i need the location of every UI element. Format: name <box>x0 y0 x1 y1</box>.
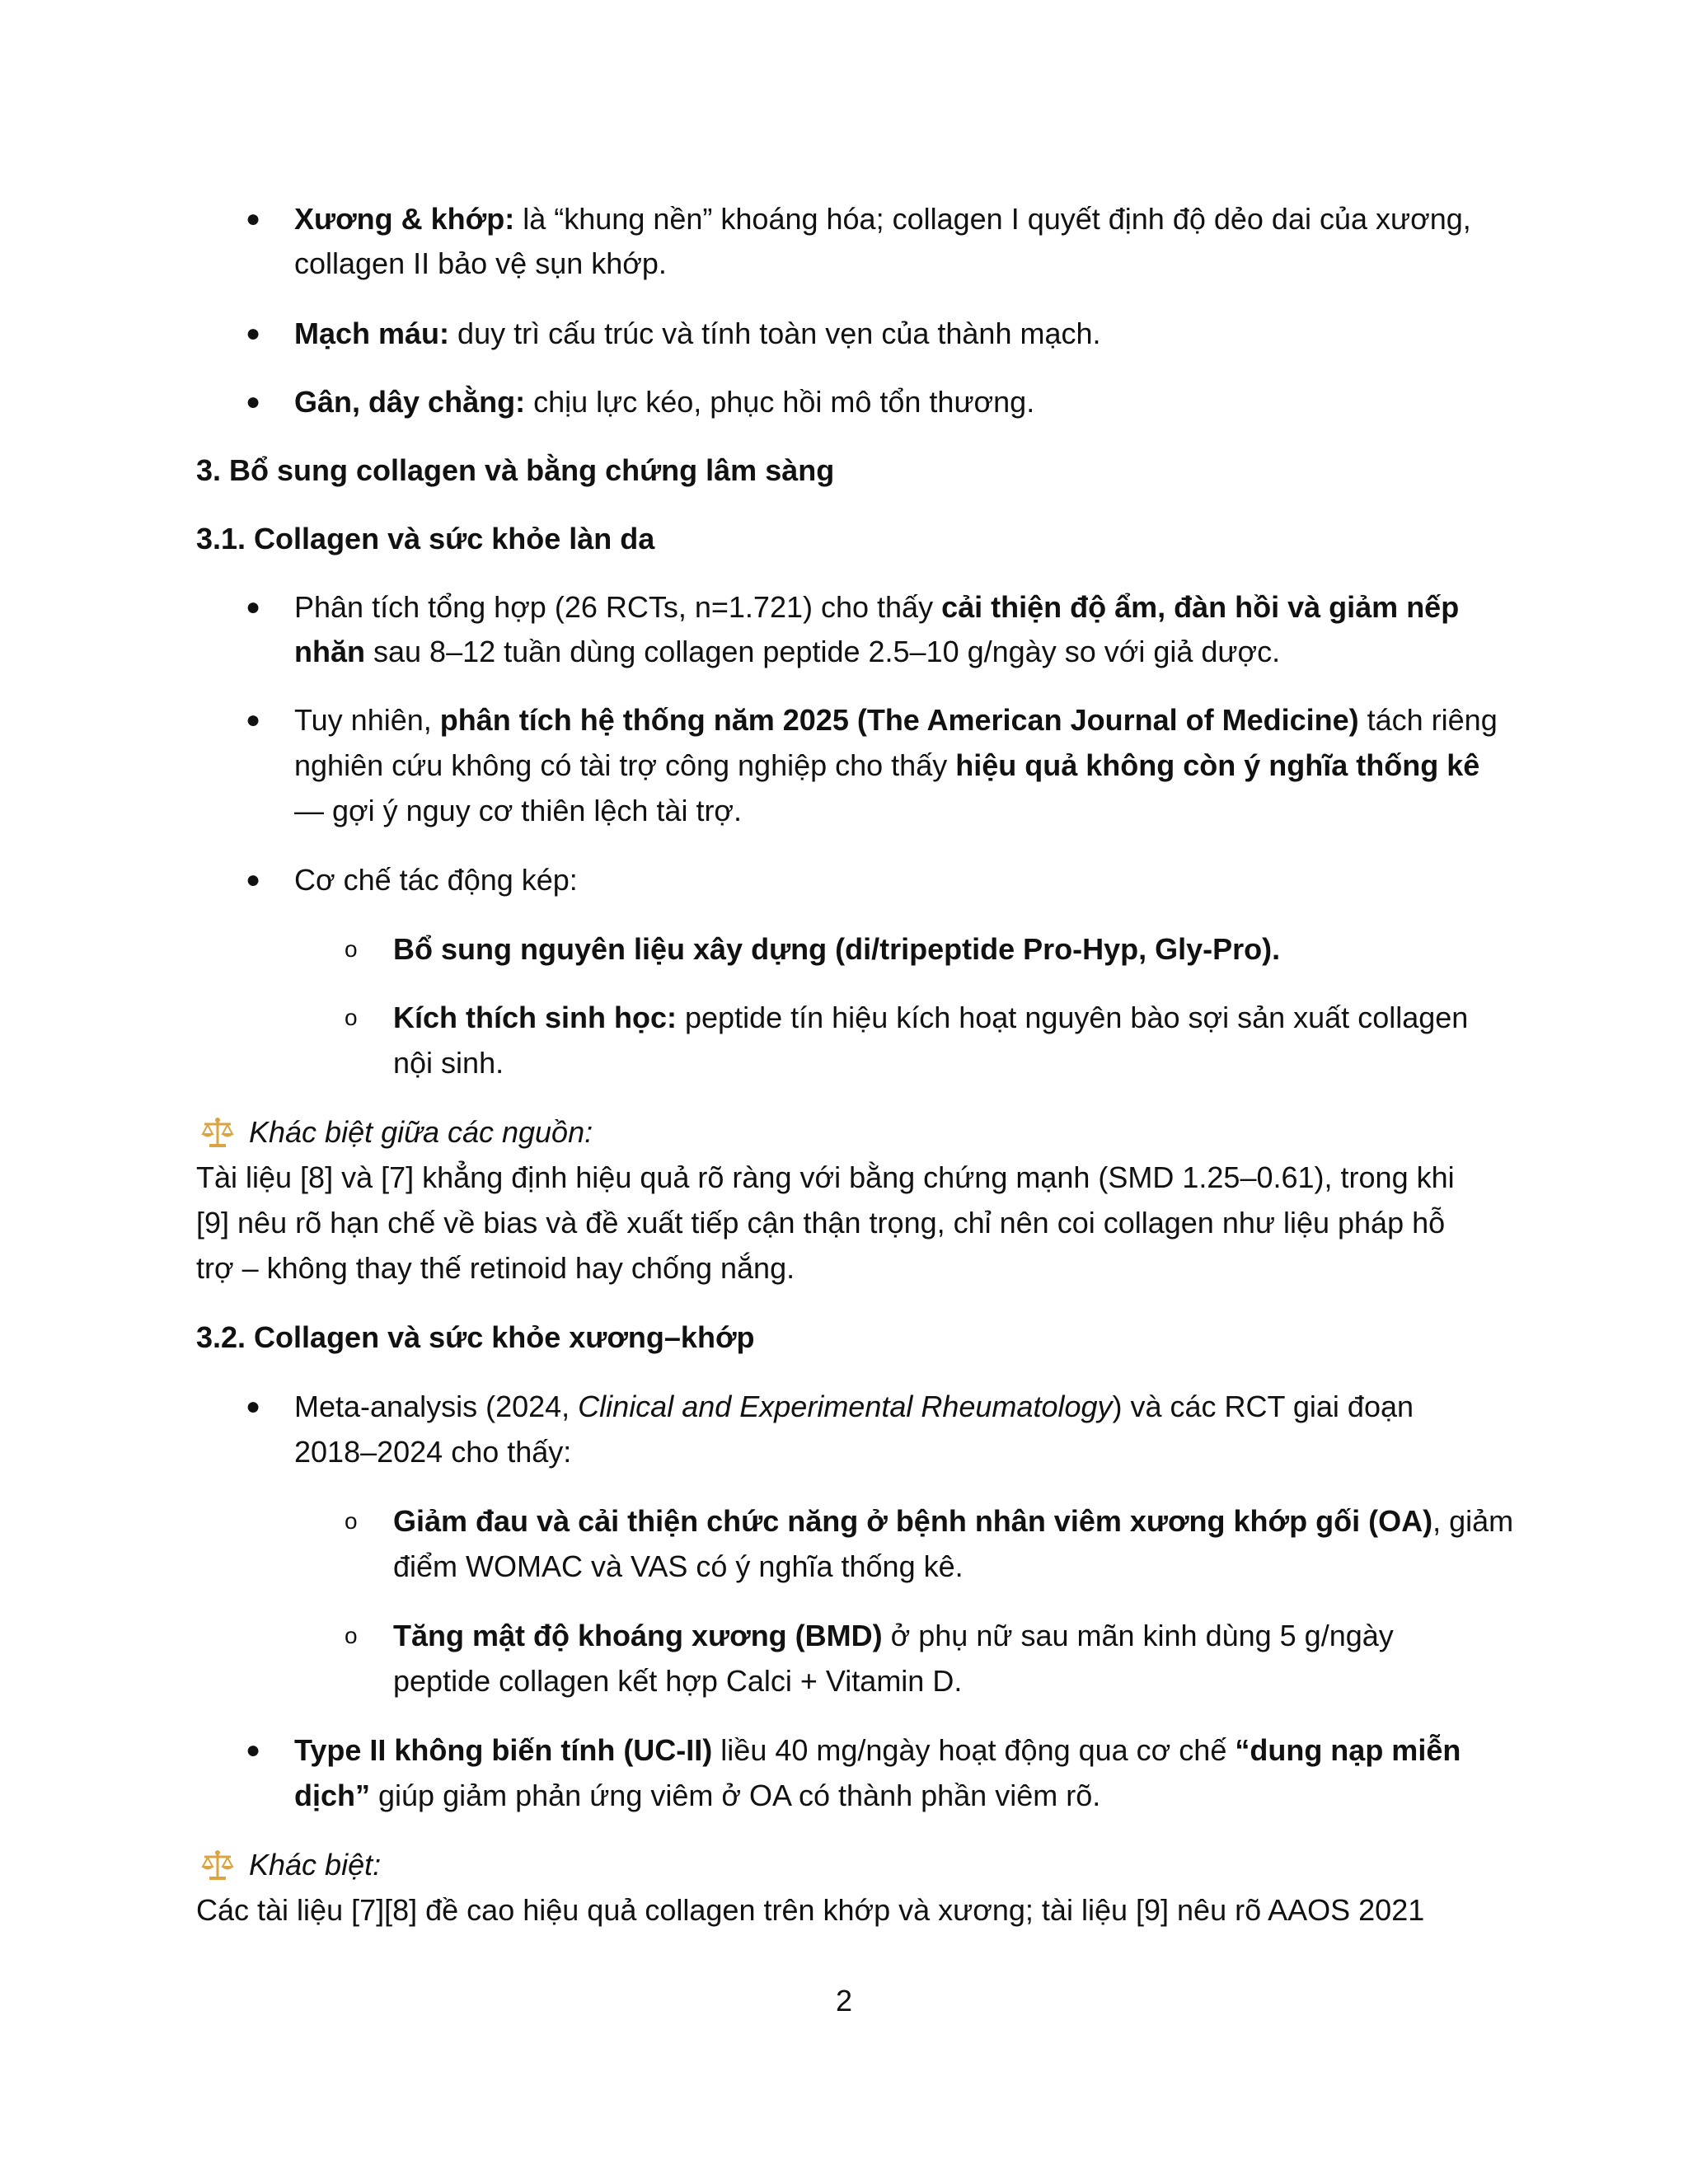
balance-scale-icon <box>199 1114 236 1151</box>
bullet-tendons <box>294 384 1034 420</box>
mechanism-biological-stimulus-cont: nội sinh. <box>393 1046 504 1080</box>
note-sources-title: Khác biệt giữa các nguồn: <box>249 1115 593 1149</box>
bullet-dot: ● <box>246 205 261 232</box>
term-bone-joint: Xương & khớp: <box>294 202 515 236</box>
uc-ii-dose <box>294 1732 1461 1769</box>
bone-meta-analysis <box>294 1389 1414 1425</box>
text-run-bold: Type II không biến tính (UC-II) <box>294 1733 713 1767</box>
note-sources-line-3: trợ – không thay thế retinoid hay chống nắng. <box>196 1251 795 1285</box>
bullet-blood-vessels <box>294 316 1101 352</box>
text-run-bold: Giảm đau và cải thiện chức năng ở bệnh nhân viêm xương khớp gối (OA) <box>393 1504 1433 1538</box>
text-run: sau 8–12 tuần dùng collagen peptide 2.5–10 g/ngày so với giả dược. <box>365 635 1281 668</box>
skin-systematic-review-cont2: — gợi ý nguy cơ thiên lệch tài trợ. <box>294 794 743 827</box>
text-run: tách riêng <box>1358 703 1498 737</box>
skin-meta-analysis <box>294 589 1459 626</box>
text-run-bold: Kích thích sinh học: <box>393 1001 678 1034</box>
text-run: liều 40 mg/ngày hoạt động qua cơ chế <box>712 1733 1236 1767</box>
skin-systematic-review-cont <box>294 748 1479 784</box>
section-3-2-heading: 3.2. Collagen và sức khỏe xương–khớp <box>196 1320 755 1354</box>
note-sources-line-1: Tài liệu [8] và [7] khẳng định hiệu quả rõ ràng với bằng chứng mạnh (SMD 1.25–0.61), trong khi <box>196 1160 1455 1194</box>
dual-mechanism: Cơ chế tác động kép: <box>294 863 578 897</box>
text-run: nghiên cứu không có tài trợ công nghiệp cho thấy <box>294 748 956 782</box>
sub-bullet-circle: o <box>345 936 358 962</box>
balance-scale-icon <box>199 1847 236 1883</box>
bullet-dot: ● <box>246 593 261 621</box>
skin-meta-analysis-cont <box>294 634 1280 670</box>
section-3-1-heading: 3.1. Collagen và sức khỏe làn da <box>196 522 655 555</box>
bullet-text: là “khung nền” khoáng hóa; collagen I quyết định độ dẻo dai của xương, <box>514 202 1471 236</box>
text-run: ) và các RCT giai đoạn <box>1112 1390 1414 1423</box>
text-run: Tuy nhiên, <box>294 703 440 737</box>
page-number: 2 <box>835 1984 853 2018</box>
text-run-bold: Bổ sung nguyên liệu xây dựng (di/tripeptide Pro-Hyp, Gly-Pro). <box>393 932 1281 966</box>
text-run-bold: nhăn <box>294 635 365 668</box>
note-sources-line-2: [9] nêu rõ hạn chế về bias và đề xuất tiếp cận thận trọng, chỉ nên coi collagen như liệu pháp hỗ <box>196 1206 1446 1240</box>
text-run: , giảm <box>1432 1504 1514 1538</box>
section-3-heading: 3. Bổ sung collagen và bằng chứng lâm sàng <box>196 453 835 487</box>
sub-bullet-circle: o <box>345 1623 358 1648</box>
text-run-bold: cải thiện độ ẩm, đàn hồi và giảm nếp <box>941 590 1460 624</box>
mechanism-building-material <box>393 931 1280 968</box>
mechanism-biological-stimulus <box>393 1000 1468 1036</box>
journal-name: Clinical and Experimental Rheumatology <box>578 1390 1113 1423</box>
bullet-text: chịu lực kéo, phục hồi mô tổn thương. <box>525 385 1035 419</box>
text-run-bold: phân tích hệ thống năm 2025 (The American Journal of Medicine) <box>439 703 1359 737</box>
bullet-bone-joint <box>294 201 1471 237</box>
bullet-bone-joint-cont: collagen II bảo vệ sụn khớp. <box>294 246 667 280</box>
bmd-increase-cont: peptide collagen kết hợp Calci + Vitamin D. <box>393 1664 963 1698</box>
oa-pain-relief <box>393 1503 1513 1540</box>
sub-bullet-circle: o <box>345 1508 358 1534</box>
bullet-dot: ● <box>246 1736 261 1764</box>
skin-systematic-review <box>294 702 1498 738</box>
bullet-dot: ● <box>246 866 261 893</box>
term-blood-vessels: Mạch máu: <box>294 316 450 350</box>
bmd-increase <box>393 1618 1394 1654</box>
text-run: giúp giảm phản ứng viêm ở OA có thành phần viêm rõ. <box>370 1779 1101 1812</box>
text-run-bold: dịch” <box>294 1779 371 1812</box>
text-run-bold: “dung nạp miễn <box>1235 1733 1461 1767</box>
text-run-bold: Tăng mật độ khoáng xương (BMD) <box>393 1619 883 1652</box>
text-run: Phân tích tổng hợp (26 RCTs, n=1.721) cho thấy <box>294 590 942 624</box>
text-run: ở phụ nữ sau mãn kinh dùng 5 g/ngày <box>882 1619 1394 1652</box>
term-tendons: Gân, dây chằng: <box>294 385 526 419</box>
bullet-dot: ● <box>246 1393 261 1420</box>
bullet-text: duy trì cấu trúc và tính toàn vẹn của thành mạch. <box>449 316 1101 350</box>
note-differences-title: Khác biệt: <box>249 1848 382 1882</box>
note-differences-line: Các tài liệu [7][8] đề cao hiệu quả collagen trên khớp và xương; tài liệu [9] nêu rõ AAOS 2021 <box>196 1893 1425 1927</box>
bullet-dot: ● <box>246 706 261 733</box>
bullet-dot: ● <box>246 388 261 415</box>
text-run-bold: hiệu quả không còn ý nghĩa thống kê <box>955 748 1480 782</box>
sub-bullet-circle: o <box>345 1005 358 1030</box>
bullet-dot: ● <box>246 320 261 347</box>
bone-meta-analysis-cont: 2018–2024 cho thấy: <box>294 1435 572 1469</box>
oa-pain-relief-cont: điểm WOMAC và VAS có ý nghĩa thống kê. <box>393 1549 964 1583</box>
text-run: Meta-analysis (2024, <box>294 1390 579 1423</box>
text-run: peptide tín hiệu kích hoạt nguyên bào sợi sản xuất collagen <box>677 1001 1469 1034</box>
uc-ii-dose-cont <box>294 1778 1100 1814</box>
